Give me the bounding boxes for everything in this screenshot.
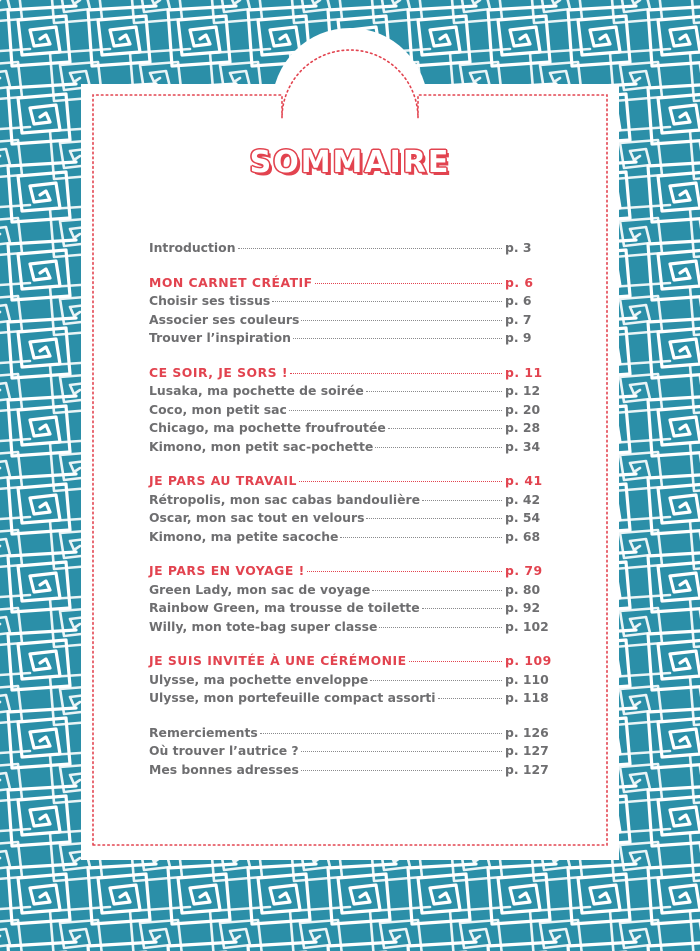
- toc-page: p. 110: [505, 671, 549, 687]
- toc-page: p. 9: [505, 330, 532, 345]
- leader-dots: [438, 698, 503, 699]
- toc-page: p. 12: [505, 383, 541, 398]
- leader-dots: [272, 301, 502, 302]
- leader-dots: [375, 447, 502, 448]
- leader-dots: [293, 338, 502, 339]
- toc-page: p. 11: [505, 364, 543, 380]
- toc-row[interactable]: [149, 672, 553, 691]
- leader-dots: [379, 627, 502, 628]
- toc-label: Coco, mon petit sac: [149, 401, 287, 417]
- toc-page: p. 92: [505, 600, 541, 615]
- toc-section-title: MON CARNET CRÉATIF: [149, 274, 313, 290]
- toc-row[interactable]: [149, 690, 553, 709]
- toc-section-title: JE SUIS INVITÉE À UNE CÉRÉMONIE: [149, 653, 407, 668]
- toc-row[interactable]: [149, 600, 553, 619]
- toc-label: Kimono, mon petit sac-pochette: [149, 438, 374, 454]
- leader-dots: [238, 248, 502, 249]
- toc-label: Associer ses couleurs: [149, 311, 300, 327]
- toc-page: p. 127: [505, 743, 549, 758]
- leader-dots: [299, 481, 502, 482]
- toc-page: p. 41: [505, 473, 543, 488]
- toc-label: Oscar, mon sac tout en velours: [149, 510, 365, 525]
- toc-row-remerciements[interactable]: [149, 725, 553, 744]
- leader-dots: [290, 373, 502, 374]
- toc-label: Remerciements: [149, 724, 258, 740]
- toc-section-title: CE SOIR, JE SORS !: [149, 364, 289, 380]
- toc-page: p. 102: [505, 618, 549, 634]
- toc-row[interactable]: [149, 492, 553, 511]
- toc-page: p. 127: [505, 761, 549, 777]
- toc-row[interactable]: [149, 529, 553, 548]
- toc-page: p. 42: [505, 491, 541, 507]
- toc-row[interactable]: [149, 402, 553, 421]
- toc-row-adresses[interactable]: [149, 762, 553, 781]
- toc-page: p. 34: [505, 438, 541, 454]
- toc-row[interactable]: [149, 312, 553, 331]
- toc-section-ce-soir[interactable]: [149, 365, 553, 384]
- toc-page: p. 118: [505, 690, 549, 705]
- toc-page: p. 54: [505, 510, 541, 525]
- toc-row[interactable]: [149, 439, 553, 458]
- toc-row[interactable]: [149, 293, 553, 312]
- toc-section-travail[interactable]: [149, 473, 553, 492]
- toc-label: Où trouver l’autrice ?: [149, 743, 299, 758]
- leader-dots: [422, 500, 502, 501]
- toc-page: p. 80: [505, 581, 541, 597]
- leader-dots: [301, 751, 502, 752]
- leader-dots: [370, 680, 502, 681]
- toc-label: Green Lady, mon sac de voyage: [149, 581, 371, 597]
- toc-label: Lusaka, ma pochette de soirée: [149, 383, 364, 398]
- table-of-contents: [149, 240, 553, 780]
- leader-dots: [301, 320, 502, 321]
- toc-label: Choisir ses tissus: [149, 293, 271, 308]
- toc-page: p. 68: [505, 528, 541, 544]
- toc-label: Trouver l’inspiration: [149, 330, 291, 345]
- toc-row-autrice[interactable]: [149, 743, 553, 762]
- toc-page: p. 79: [505, 563, 543, 578]
- leader-dots: [422, 608, 502, 609]
- leader-dots: [409, 661, 502, 662]
- toc-section-title: JE PARS EN VOYAGE !: [149, 563, 305, 578]
- toc-page: p. 109: [505, 653, 552, 668]
- toc-row[interactable]: [149, 330, 553, 349]
- leader-dots: [301, 770, 502, 771]
- page-title: SOMMAIRE: [249, 145, 451, 180]
- leader-dots: [307, 571, 502, 572]
- leader-dots: [366, 518, 502, 519]
- toc-label: Chicago, ma pochette froufroutée: [149, 420, 386, 435]
- toc-row[interactable]: [149, 619, 553, 638]
- toc-row[interactable]: [149, 510, 553, 529]
- toc-page: p. 126: [505, 724, 549, 740]
- toc-row[interactable]: [149, 383, 553, 402]
- toc-row-introduction[interactable]: [149, 240, 553, 259]
- leader-dots: [289, 410, 502, 411]
- toc-row[interactable]: [149, 420, 553, 439]
- toc-label: Mes bonnes adresses: [149, 761, 299, 777]
- toc-label: Ulysse, mon portefeuille compact assorti: [149, 690, 436, 705]
- toc-page: p. 28: [505, 420, 541, 435]
- toc-label: Introduction: [149, 240, 236, 255]
- leader-dots: [388, 428, 502, 429]
- toc-label: Ulysse, ma pochette enveloppe: [149, 671, 369, 687]
- leader-dots: [340, 537, 502, 538]
- toc-section-ceremonie[interactable]: [149, 653, 553, 672]
- toc-label: Kimono, ma petite sacoche: [149, 528, 339, 544]
- leader-dots: [260, 733, 502, 734]
- leader-dots: [366, 391, 502, 392]
- toc-page: p. 6: [505, 293, 532, 308]
- toc-label: Willy, mon tote-bag super classe: [149, 618, 378, 634]
- leader-dots: [315, 283, 502, 284]
- toc-section-voyage[interactable]: [149, 563, 553, 582]
- toc-page: p. 7: [505, 311, 532, 327]
- toc-section-title: JE PARS AU TRAVAIL: [149, 473, 297, 488]
- toc-row[interactable]: [149, 582, 553, 601]
- toc-page: p. 3: [505, 240, 532, 255]
- leader-dots: [372, 590, 502, 591]
- toc-page: p. 6: [505, 274, 534, 290]
- toc-label: Rétropolis, mon sac cabas bandoulière: [149, 491, 421, 507]
- toc-section-carnet-creatif[interactable]: [149, 275, 553, 294]
- toc-label: Rainbow Green, ma trousse de toilette: [149, 600, 420, 615]
- toc-page: p. 20: [505, 401, 541, 417]
